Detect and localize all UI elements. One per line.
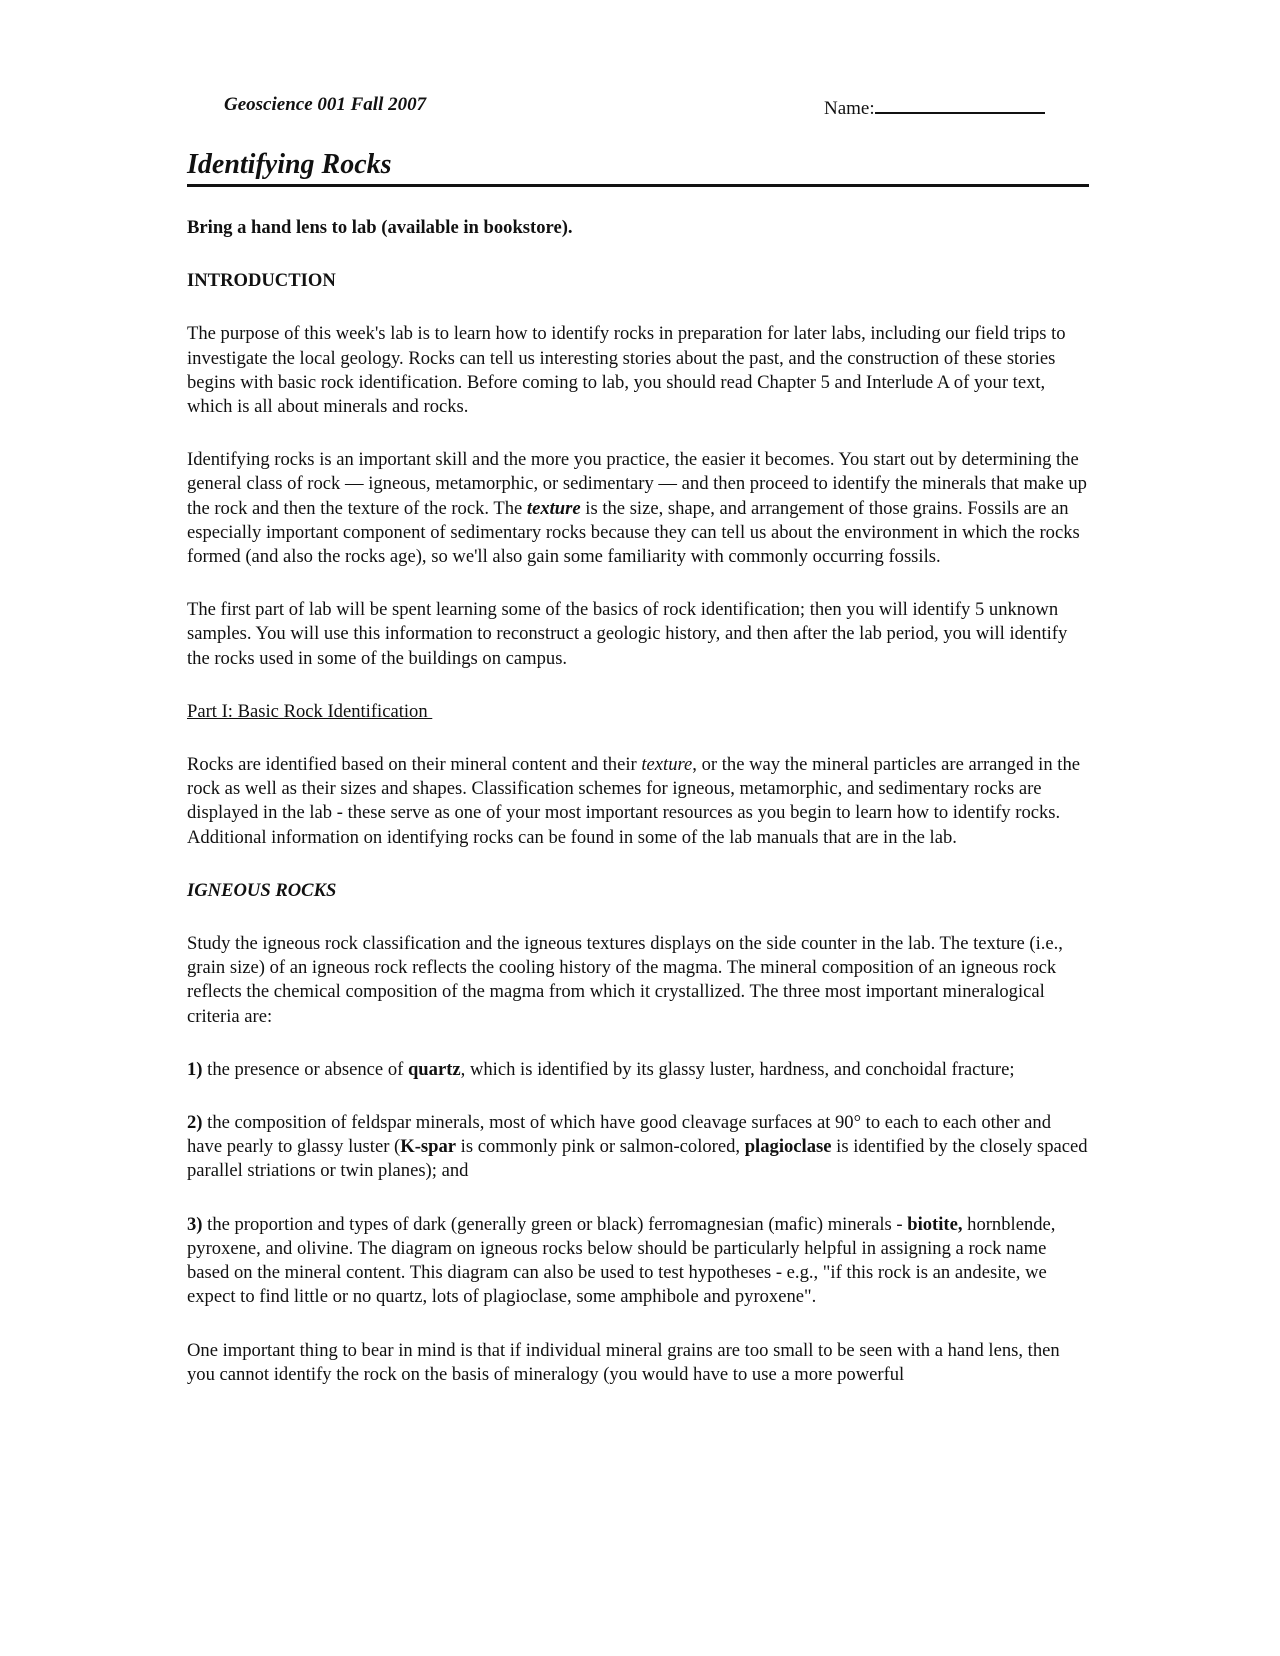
term-quartz: quartz (407, 1058, 461, 1080)
introduction-heading: INTRODUCTION (187, 270, 336, 292)
text-run: is commonly pink or salmon-colored, (456, 1136, 745, 1158)
criterion-number: 1) (187, 1058, 203, 1080)
text-run: hornblende, pyroxene, and olivine. The diagram on igneous rocks below should be particularly helpful in assigning a rock name based on the mineral content. This diagram can also be used to test hypotheses - e.g., "if this rock is an andesite, we expect to find little or no quartz, lots of plagioclase, some amphibole and pyroxene". (187, 1213, 1056, 1308)
text-run: the composition of feldspar minerals, most of which have good cleavage surfaces at 90° to each to each other and have pearly to glassy luster ( (187, 1112, 1052, 1158)
name-field (824, 94, 1045, 120)
text-run: Rocks are identified based on their mineral content and their (187, 754, 642, 776)
igneous-heading: IGNEOUS ROCKS (187, 879, 337, 901)
hand-lens-notice: Bring a hand lens to lab (available in bookstore). (187, 217, 573, 238)
igneous-paragraph-1: Study the igneous rock classification and the igneous textures displays on the side counter in the lab. The texture (i.e., grain size) of an igneous rock reflects the cooling history of the magma. The mineral composition of an igneous rock reflects the chemical composition of the magma from which it crystallized. The three most important mineralogical criteria are: (187, 933, 1063, 1027)
criterion-2 (187, 1111, 1089, 1184)
page-header (224, 94, 1054, 124)
term-texture: texture (526, 497, 581, 519)
name-label: Name: (824, 98, 875, 119)
criterion-1 (187, 1058, 1089, 1082)
text-run: is the size, shape, and arrangement of those grains. Fossils are an especially important component of sedimentary rocks because they can tell us about the environment in which the rocks formed (and also the rocks age), so we'll also gain some familiarity with commonly occurring fossils. (187, 497, 1080, 568)
term-k-spar: K-spar (400, 1136, 457, 1158)
text-run: , or the way the mineral particles are arranged in the rock as well as their sizes and shapes. Classification schemes for igneous, metamorphic, and sedimentary rocks are displayed in the lab - these serve as one of your most important resources as you begin to learn how to identify rocks. Additional information on identifying rocks can be found in some of the lab manuals that are in the lab. (187, 754, 1081, 848)
text-run: the presence or absence of (202, 1058, 408, 1080)
text-run: Identifying rocks is an important skill and the more you practice, the easier it becomes. You start out by determining the general class of rock — igneous, metamorphic, or sedimentary — and then proceed to identify the minerals that make up the rock and then the texture of the rock. The (187, 449, 1087, 519)
name-blank-line (875, 94, 1045, 114)
text-run: is identified by the closely spaced parallel striations or twin planes); and (187, 1136, 1088, 1182)
closing-paragraph: One important thing to bear in mind is that if individual mineral grains are too small to be seen with a hand lens, then you cannot identify the rock on the basis of mineralogy (you would have to use a more powerful (187, 1339, 1060, 1385)
document-body (187, 216, 1089, 1416)
text-run: , which is identified by its glassy luster, hardness, and conchoidal fracture; (460, 1058, 1015, 1080)
document-title: Identifying Rocks (187, 148, 1089, 187)
course-label: Geoscience 001 Fall 2007 (224, 94, 427, 115)
term-plagioclase: plagioclase (744, 1136, 832, 1158)
part1-paragraph-1 (187, 753, 1089, 850)
term-texture-italic: texture (641, 754, 693, 776)
intro-paragraph-2 (187, 448, 1089, 569)
part1-heading: Part I: Basic Rock Identification (187, 700, 433, 722)
criterion-number: 3) (187, 1213, 203, 1235)
text-run: the proportion and types of dark (generally green or black) ferromagnesian (mafic) minerals - (202, 1213, 908, 1235)
intro-paragraph-3: The first part of lab will be spent learning some of the basics of rock identification; then you will identify 5 unknown samples. You will use this information to reconstruct a geologic history, and then after the lab period, you will identify the rocks used in some of the buildings on campus. (187, 599, 1068, 669)
intro-paragraph-1: The purpose of this week's lab is to learn how to identify rocks in preparation for later labs, including our field trips to investigate the local geology. Rocks can tell us interesting stories about the past, and the construction of these stories begins with basic rock identification. Before coming to lab, you should read Chapter 5 and Interlude A of your text, which is all about minerals and rocks. (187, 323, 1066, 418)
term-biotite: biotite, (907, 1213, 963, 1235)
criterion-3 (187, 1213, 1089, 1310)
criterion-number: 2) (187, 1112, 203, 1134)
